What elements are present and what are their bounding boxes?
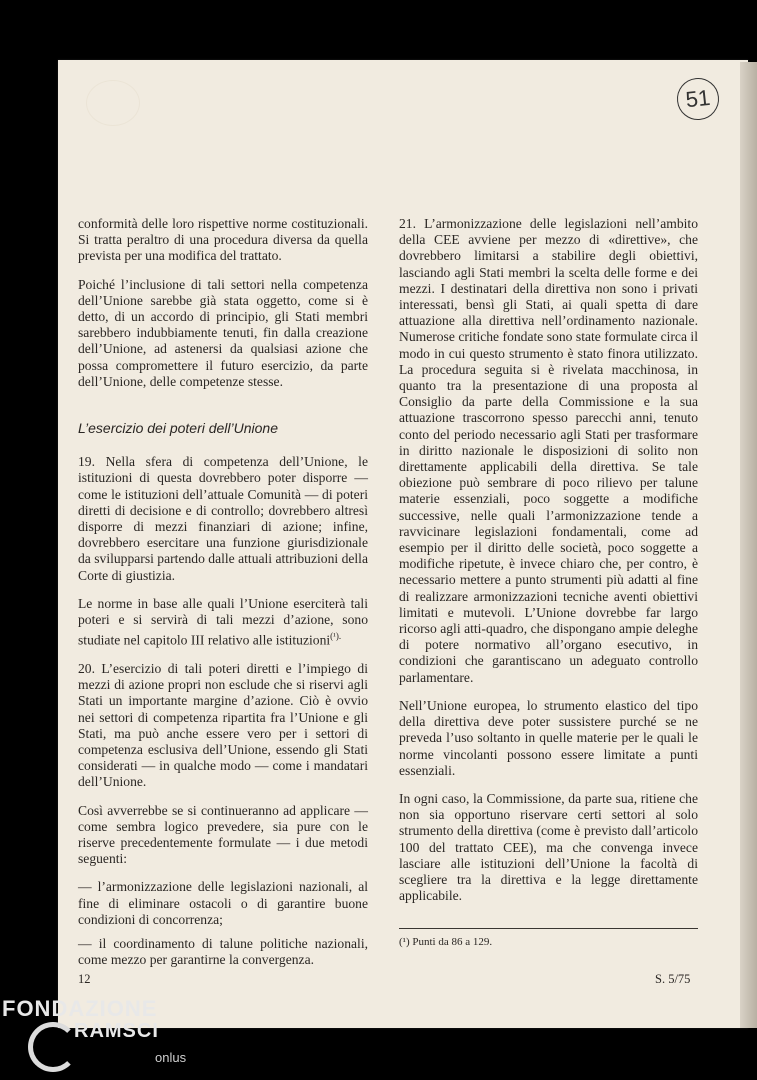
paragraph	[78, 596, 368, 649]
paragraph-text: Le norme in base alle quali l’Unione eserciterà tali poteri e si servirà di tali mezzi d’azione, sono studiate nel capitolo III relativo alle istituzioni	[78, 595, 368, 648]
paragraph: 20. L’esercizio di tali poteri diretti e l’impiego di mezzi di azione propri non esclude che si riservi agli Stati un importante margine d’azione. Ciò è ovvio nei settori di competenza ripartita fra l’Unione e gli Stati, ma può anche essere vero per i settori di competenza esclusiva dell’Unione, essendo gli Stati considerati — in qualche modo — come i mandatari dell’Unione.	[78, 661, 368, 790]
paragraph: conformità delle loro rispettive norme costituzionali. Si tratta peraltro di una procedura diversa da quella prevista per una modifica del trattato.	[78, 216, 368, 264]
page-number: 12	[78, 972, 91, 986]
paragraph: Così avverrebbe se si continueranno ad applicare — come sembra logico prevedere, sia pure con le riserve precedentemente formulate — i due metodi seguenti:	[78, 802, 368, 867]
paragraph: 21. L’armonizzazione delle legislazioni nell’ambito della CEE avviene per mezzo di «direttive», che dovrebbero limitarsi a stabilire degli obiettivi, lasciando agli Stati membri la scelta delle forme e dei mezzi. I destinatari della direttiva non sono i privati interessati, bensì gli Stati, ai quali spetta di dare attuazione alla direttiva nell’ordinamento nazionale. Numerose critiche fondate sono state formulate circa il modo in cui questo strumento è stato finora utilizzato. La procedura seguita si è rivelata macchinosa, in quanto tra la presentazione di una proposta al Consiglio da parte della Commissione e la sua attuazione trascorrono spesso parecchi anni, tenuto conto del periodo necessario agli Stati per trasformare in diritto nazionale le disposizioni di solito non direttamente applicabili della direttiva. Se tale obiezione può sembrare di poco rilievo per talune materie essenziali, poco soggette a modifiche successive, nelle quali l’armonizzazione tende a ravvicinare legislazioni fondamentali, come ad esempio per il diritto delle società, poco soggette a modifiche ripetute, è invece chiaro che, per contro, è necessario mettere a punto strumenti più adatti al fine di realizzare armonizzazioni tecniche aventi obiettivi limitati e mutevoli. L’Unione dovrebbe far largo ricorso agli atti-quadro, che dispongano ampie deleghe di potere normativo all’organo esecutivo, in condizioni che garantiscano un adeguato controllo parlamentare.	[399, 216, 698, 685]
page-stamp	[675, 76, 721, 122]
page-edge	[740, 62, 757, 1028]
left-column	[78, 216, 368, 976]
stamp-number: 51	[684, 84, 712, 113]
paragraph: Nell’Unione europea, lo strumento elastico del tipo della direttiva deve poter sussistere purché se ne preveda l’uso soltanto in quelle materie per le quali le norme vincolanti possono essere limitate a punti essenziali.	[399, 697, 698, 778]
list-item: — l’armonizzazione delle legislazioni nazionali, al fine di eliminare ostacoli o di garantire buone condizioni di concorrenza;	[78, 879, 368, 927]
issue-reference: S. 5/75	[655, 972, 691, 986]
list-item: — il coordinamento di talune politiche nazionali, come mezzo per garantirne la convergenza.	[78, 936, 368, 968]
footnote: (¹) Punti da 86 a 129.	[399, 936, 493, 948]
section-heading: L’esercizio dei poteri dell’Unione	[78, 420, 279, 437]
document-page	[58, 60, 748, 1028]
fondazione-gramsci-logo	[0, 996, 200, 1080]
footnote-ref: (¹).	[330, 631, 342, 642]
logo-g-icon	[28, 1022, 78, 1072]
paragraph: In ogni caso, la Commissione, da parte sua, ritiene che non sia opportuno riservare certi settori al solo strumento della direttiva (come è previsto dall’articolo 100 del trattato CEE), ma che convenga invece lasciare alle istituzioni dell’Unione la facoltà di scegliere tra la direttiva e la legge direttamente applicabile.	[399, 790, 698, 904]
logo-line3: onlus	[155, 1050, 187, 1065]
logo-line1: FONDAZIONE	[2, 996, 158, 1021]
footnote-divider	[399, 928, 698, 929]
logo-line2: RAMSCI	[74, 1020, 159, 1042]
paragraph: Poiché l’inclusione di tali settori nella competenza dell’Unione sarebbe già stata oggetto, come si è detto, di un accordo di principio, gli Stati membri sarebbero indubbiamente tenuti, fin dalla creazione dell’Unione, ad astenersi da qualsiasi azione che possa compromettere il futuro esercizio, da parte dell’Unione, delle competenze stesse.	[78, 276, 368, 389]
right-column	[399, 216, 698, 916]
faint-stamp	[86, 80, 140, 126]
paragraph: 19. Nella sfera di competenza dell’Unione, le istituzioni di questa dovrebbero poter disporre — come le istituzioni dell’attuale Comunità — di poteri diretti di decisione e di controllo; dovrebbero altresì disporre di mezzi finanziari di azione; infine, dovrebbero esercitare una funzione giurisdizionale da svilupparsi partendo dalle attuali attribuzioni della Corte di giustizia.	[78, 454, 368, 583]
